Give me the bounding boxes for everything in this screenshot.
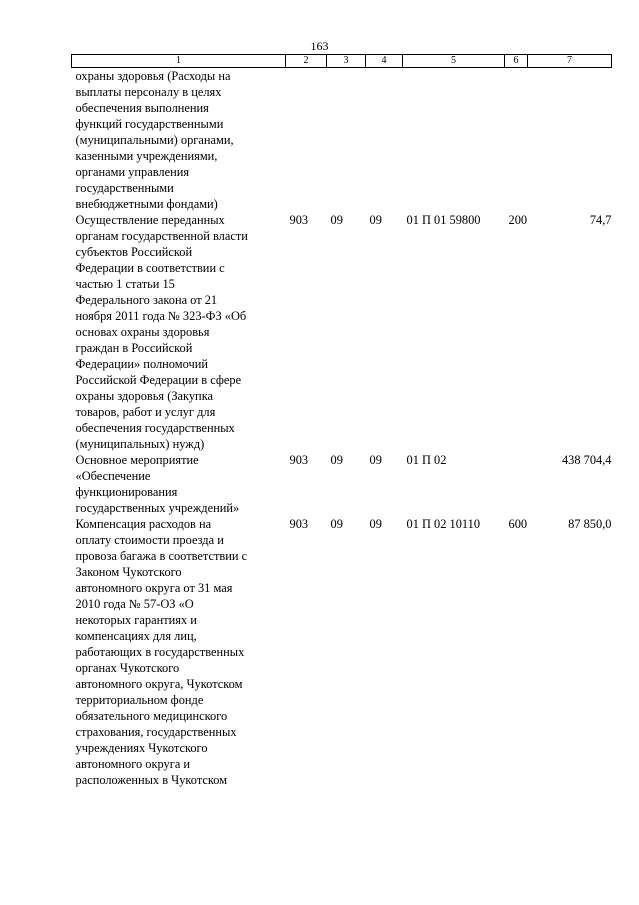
row-name-line: государственных учреждений» [75,501,240,515]
header-col-5: 5 [403,55,505,68]
row-name-line: товаров, работ и услуг для [75,405,216,419]
row-name-line: обеспечения государственных [75,421,235,435]
row-name-line: 2010 года № 57-ОЗ «О [75,597,194,611]
table-row [72,212,612,452]
row-name-line: учреждениях Чукотского [75,741,208,755]
subsection-code: 09 [369,517,382,531]
row-name [72,68,286,213]
row-name-line: Законом Чукотского [75,565,182,579]
row-name-line: органами управления [75,165,190,179]
table-body [72,68,612,789]
ministry-code [286,68,327,213]
row-name-line: функций государственными [75,117,224,131]
row-name [72,212,286,452]
row-name-line: функционирования [75,485,178,499]
budget-table [71,54,612,788]
row-name-line: провоза багажа в соответствии с [75,549,248,563]
section-code: 09 [330,517,343,531]
row-name-line: страхования, государственных [75,725,237,739]
row-name-line: охраны здоровья (Закупка [75,389,214,403]
section-code [327,68,366,213]
subsection-code: 09 [369,213,382,227]
row-name-line: обеспечения выполнения [75,101,209,115]
subsection-code [366,68,403,213]
row-name-line: автономного округа, Чукотском [75,677,243,691]
table-row [72,452,612,516]
expense-type-code [505,68,528,213]
row-name-line: Осуществление переданных [75,213,225,227]
table-header [72,55,612,68]
page-number: 163 [310,39,329,53]
row-name-line: органах Чукотского [75,661,180,675]
amount: 74,7 [589,213,612,227]
target-article-code: 01 П 02 [406,453,447,467]
row-name-line: Компенсация расходов на [75,517,212,531]
row-name-line: расположенных в Чукотском [75,773,228,787]
row-name-line: Основное мероприятие [75,453,199,467]
table-row [72,516,612,788]
row-name-line: (муниципальными) органами, [75,133,234,147]
row-name-line: граждан в Российской [75,341,193,355]
row-name-line: основах охраны здоровья [75,325,210,339]
amount [528,68,612,213]
row-name-line: субъектов Российской [75,245,193,259]
header-row [72,55,612,68]
row-name-line: некоторых гарантиях и [75,613,197,627]
amount: 87 850,0 [568,517,612,531]
header-col-3: 3 [327,55,366,68]
row-name-line: работающих в государственных [75,645,245,659]
target-article-code: 01 П 01 59800 [406,213,481,227]
row-name-line: Федерального закона от 21 [75,293,218,307]
row-name-line: оплату стоимости проезда и [75,533,224,547]
row-name-line: Российской Федерации в сфере [75,373,242,387]
ministry-code: 903 [289,517,309,531]
subsection-code: 09 [369,453,382,467]
table-row [72,68,612,213]
header-col-4: 4 [366,55,403,68]
row-name-line: (муниципальных) нужд) [75,437,205,451]
ministry-code: 903 [289,453,309,467]
row-name-line: Федерации в соответствии с [75,261,225,275]
row-name-line: охраны здоровья (Расходы на [75,69,231,83]
expense-type-code [505,452,528,516]
header-col-6: 6 [505,55,528,68]
row-name-line: внебюджетными фондами) [75,197,218,211]
amount: 438 704,4 [561,453,612,467]
row-name [72,452,286,516]
row-name-line: «Обеспечение [75,469,151,483]
row-name-line: автономного округа от 31 мая [75,581,233,595]
row-name-line: компенсациях для лиц, [75,629,197,643]
header-col-1: 1 [72,55,286,68]
row-name-line: автономного округа и [75,757,191,771]
row-name-line: территориальном фонде [75,693,204,707]
row-name-line: Федерации» полномочий [75,357,208,371]
target-article-code [403,68,505,213]
section-code: 09 [330,453,343,467]
header-col-7: 7 [528,55,612,68]
header-col-2: 2 [286,55,327,68]
row-name-line: ноября 2011 года № 323-ФЗ «Об [75,309,247,323]
row-name-line: государственными [75,181,174,195]
row-name-line: выплаты персоналу в целях [75,85,222,99]
row-name-line: казенными учреждениями, [75,149,218,163]
row-name [72,516,286,788]
section-code: 09 [330,213,343,227]
row-name-line: органам государственной власти [75,229,248,243]
target-article-code: 01 П 02 10110 [406,517,481,531]
expense-type-code: 200 [508,213,528,227]
expense-type-code: 600 [508,517,528,531]
ministry-code: 903 [289,213,309,227]
row-name-line: частью 1 статьи 15 [75,277,175,291]
row-name-line: обязательного медицинского [75,709,228,723]
